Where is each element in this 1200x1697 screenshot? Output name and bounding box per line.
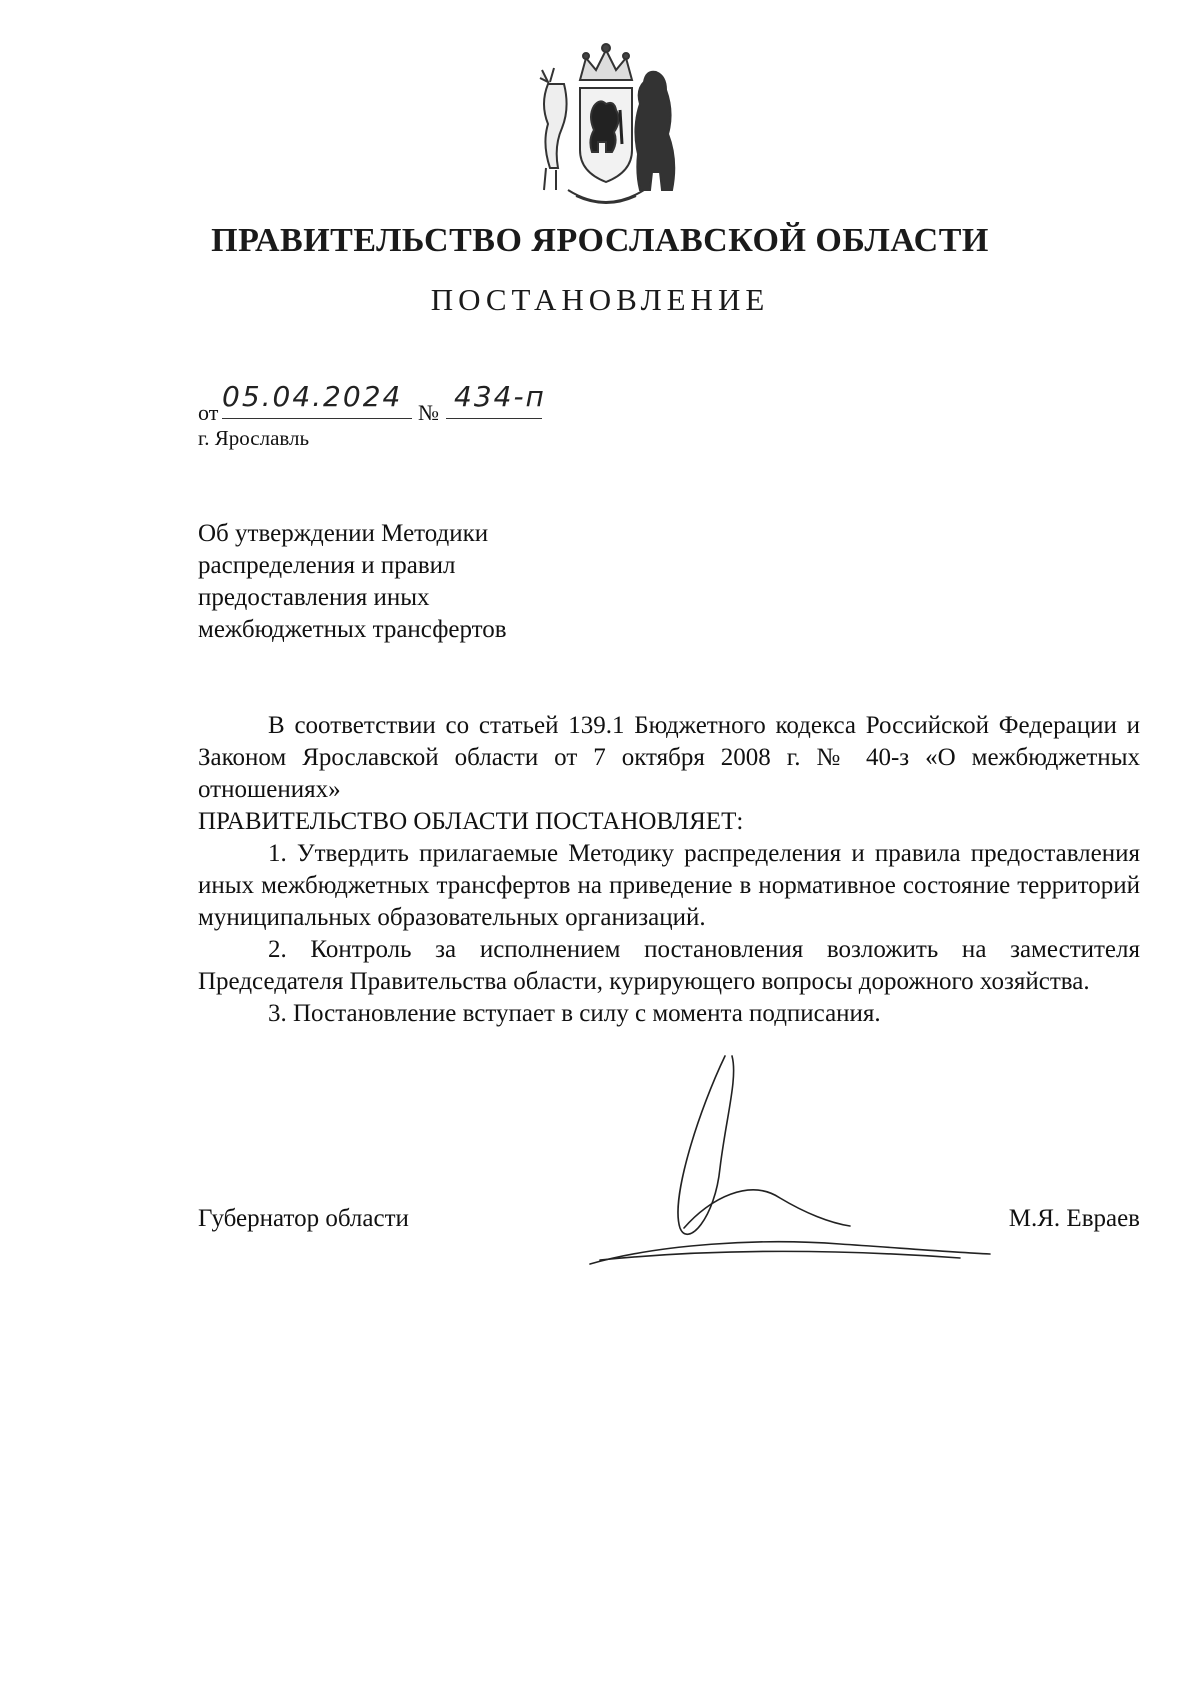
- date-underline: [222, 418, 412, 419]
- number-underline: [446, 418, 542, 419]
- item-paragraph-1: 1. Утвердить прилагаемые Методику распределения и правила предоставления иных межбюджетных трансфертов на приведение в нормативное состояние территорий муниципальных образовательных организаций.: [198, 840, 1140, 931]
- organization-title: ПРАВИТЕЛЬСТВО ЯРОСЛАВСКОЙ ОБЛАСТИ: [211, 222, 989, 259]
- city-label: г. Ярославль: [198, 426, 310, 450]
- document-type-heading: ПОСТАНОВЛЕНИЕ: [430, 282, 770, 317]
- document-body: [198, 710, 1140, 1030]
- subject-line: распределения и правил: [198, 552, 456, 579]
- item-paragraph-3: 3. Постановление вступает в силу с момента подписания.: [268, 1000, 881, 1027]
- coat-of-arms-icon: [528, 40, 684, 208]
- subject-line: межбюджетных трансфертов: [198, 616, 507, 643]
- preamble-paragraph: В соответствии со статьей 139.1 Бюджетного кодекса Российской Федерации и Законом Ярославской области от 7 октября 2008 г. № 40-з «О межбюджетных отношениях»: [198, 712, 1140, 803]
- signatory-name: М.Я. Евраев: [1008, 1205, 1140, 1232]
- decree-heading: ПРАВИТЕЛЬСТВО ОБЛАСТИ ПОСТАНОВЛЯЕТ:: [198, 808, 744, 835]
- date-value: 05.04.2024: [222, 380, 403, 413]
- item-paragraph-2: 2. Контроль за исполнением постановления возложить на заместителя Председателя Правительства области, курирующего вопросы дорожного хозяйства.: [198, 936, 1140, 995]
- handwritten-signature: [580, 1048, 1000, 1278]
- date-prefix: от: [198, 400, 219, 425]
- subject-line: Об утверждении Методики: [198, 520, 489, 547]
- signatory-role: Губернатор области: [198, 1205, 409, 1232]
- subject-line: предоставления иных: [198, 584, 430, 611]
- document-subject: [198, 518, 507, 646]
- number-prefix: №: [418, 400, 439, 425]
- number-value: 434-п: [454, 380, 546, 413]
